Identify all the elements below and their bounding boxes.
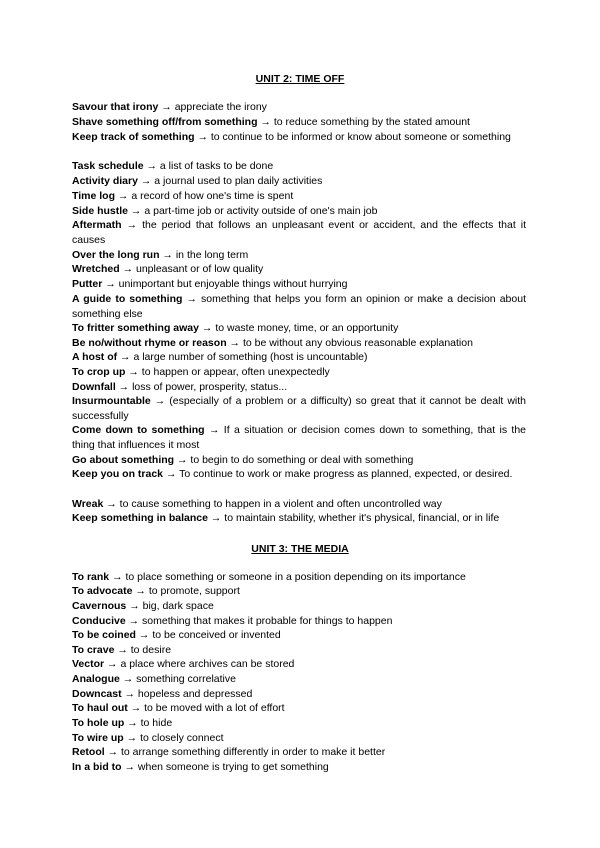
glossary-entry — [72, 731, 526, 746]
glossary-definition: → to desire — [114, 644, 172, 656]
glossary-definition: → to begin to do something or deal with something — [174, 454, 414, 466]
glossary-entry — [72, 657, 526, 672]
glossary-term: Keep track of something — [72, 131, 195, 143]
glossary-entry — [72, 599, 526, 614]
glossary-entry — [72, 292, 526, 321]
glossary-definition: → to maintain stability, whether it's physical, financial, or in life — [207, 512, 500, 524]
glossary-term: To fritter something away — [72, 322, 199, 334]
glossary-definition: → To continue to work or make progress as planned, expected, or desired. — [163, 468, 513, 480]
glossary-term: Insurmountable — [72, 395, 151, 407]
unit-2-heading: UNIT 2: TIME OFF — [255, 73, 345, 85]
glossary-definition: → to waste money, time, or an opportunity — [199, 322, 399, 334]
glossary-entry — [72, 262, 526, 277]
glossary-entry — [72, 687, 526, 702]
glossary-entry — [72, 760, 526, 775]
glossary-definition: → to closely connect — [123, 732, 224, 744]
glossary-term: Over the long run — [72, 249, 160, 261]
glossary-term: Wreak — [72, 498, 104, 510]
glossary-entry — [72, 701, 526, 716]
glossary-term: To crop up — [72, 366, 126, 378]
glossary-definition: → a part-time job or activity outside of one's main job — [128, 205, 378, 217]
glossary-term: To advocate — [72, 585, 133, 597]
glossary-term: A guide to something — [72, 293, 183, 305]
glossary-term: Aftermath — [72, 219, 122, 231]
glossary-entry — [72, 423, 526, 452]
glossary-entry — [72, 321, 526, 336]
glossary-term: Putter — [72, 278, 103, 290]
glossary-definition: → unpleasant or of low quality — [119, 263, 264, 275]
glossary-entry — [72, 745, 526, 760]
glossary-entry — [72, 204, 526, 219]
glossary-term: Downfall — [72, 381, 116, 393]
glossary-definition: → a place where archives can be stored — [104, 658, 295, 670]
glossary-definition: → something that makes it probable for things to happen — [125, 615, 393, 627]
glossary-entry — [72, 497, 526, 512]
glossary-definition: → to place something or someone in a position depending on its importance — [109, 571, 466, 583]
glossary-term: Wretched — [72, 263, 120, 275]
glossary-entry — [72, 716, 526, 731]
glossary-entry — [72, 174, 526, 189]
glossary-entry — [72, 467, 526, 482]
glossary-term: Be no/without rhyme or reason — [72, 337, 227, 349]
glossary-entry — [72, 277, 526, 292]
glossary-term: Cavernous — [72, 600, 127, 612]
unit-3-heading: UNIT 3: THE MEDIA — [251, 543, 349, 555]
glossary-term: Downcast — [72, 688, 122, 700]
glossary-entry — [72, 130, 526, 145]
glossary-definition: → unimportant but enjoyable things without hurrying — [102, 278, 348, 290]
glossary-definition: → to be moved with a lot of effort — [127, 702, 285, 714]
glossary-definition: → when someone is trying to get something — [121, 761, 329, 773]
glossary-term: Analogue — [72, 673, 120, 685]
glossary-definition: → something that helps you form an opinion or make a decision about something else — [72, 293, 526, 320]
glossary-definition: → to promote, support — [132, 585, 240, 597]
glossary-entry — [72, 189, 526, 204]
glossary-entry — [72, 628, 526, 643]
glossary-term: To crave — [72, 644, 115, 656]
glossary-definition: → (especially of a problem or a difficulty) so great that it cannot be dealt with successfully — [72, 395, 526, 422]
glossary-definition: → a record of how one's time is spent — [114, 190, 294, 202]
glossary-entry — [72, 570, 526, 585]
glossary-definition: → appreciate the irony — [158, 101, 267, 113]
glossary-entry — [72, 159, 526, 174]
glossary-term: In a bid to — [72, 761, 122, 773]
glossary-entry — [72, 453, 526, 468]
glossary-definition: → to happen or appear, often unexpectedly — [125, 366, 330, 378]
glossary-entry — [72, 511, 526, 526]
glossary-term: To be coined — [72, 629, 136, 641]
glossary-term: Keep you on track — [72, 468, 164, 480]
glossary-definition: → loss of power, prosperity, status... — [115, 381, 288, 393]
glossary-entry — [72, 218, 526, 247]
glossary-term: Shave something off/from something — [72, 116, 258, 128]
glossary-entry — [72, 394, 526, 423]
glossary-term: Task schedule — [72, 160, 144, 172]
glossary-entry — [72, 336, 526, 351]
glossary-entry — [72, 584, 526, 599]
glossary-term: To wire up — [72, 732, 124, 744]
glossary-term: Keep something in balance — [72, 512, 208, 524]
glossary-definition: → big, dark space — [126, 600, 214, 612]
glossary-term: Time log — [72, 190, 115, 202]
glossary-term: A host of — [72, 351, 118, 363]
glossary-entry — [72, 100, 526, 115]
glossary-definition: → to hide — [124, 717, 173, 729]
glossary-term: Retool — [72, 746, 105, 758]
glossary-term: Savour that irony — [72, 101, 159, 113]
glossary-term: Activity diary — [72, 175, 138, 187]
glossary-entry — [72, 380, 526, 395]
glossary-term: Go about something — [72, 454, 175, 466]
glossary-term: Vector — [72, 658, 105, 670]
glossary-definition: → If a situation or decision comes down to something, that is the thing that influences it most — [72, 424, 527, 451]
glossary-term: Come down to something — [72, 424, 205, 436]
glossary-entry — [72, 614, 526, 629]
glossary-definition: → in the long term — [159, 249, 249, 261]
glossary-definition: → the period that follows an unpleasant event or accident, and the effects that it causes — [72, 219, 526, 246]
glossary-definition: → to reduce something by the stated amount — [257, 116, 470, 128]
glossary-definition: → to cause something to happen in a violent and often uncontrolled way — [103, 498, 442, 510]
glossary-entry — [72, 115, 526, 130]
glossary-entry — [72, 365, 526, 380]
glossary-definition: → a large number of something (host is uncountable) — [117, 351, 368, 363]
glossary-term: To hole up — [72, 717, 125, 729]
glossary-entry — [72, 350, 526, 365]
glossary-entry — [72, 248, 526, 263]
glossary-term: Conducive — [72, 615, 126, 627]
glossary-definition: → something correlative — [119, 673, 236, 685]
glossary-definition: → a list of tasks to be done — [143, 160, 274, 172]
glossary-definition: → a journal used to plan daily activities — [137, 175, 323, 187]
glossary-entry — [72, 672, 526, 687]
glossary-definition: → to arrange something differently in order to make it better — [104, 746, 386, 758]
glossary-term: Side hustle — [72, 205, 129, 217]
glossary-entry — [72, 643, 526, 658]
glossary-definition: → hopeless and depressed — [121, 688, 253, 700]
glossary-definition: → to continue to be informed or know about someone or something — [194, 131, 511, 143]
glossary-term: To rank — [72, 571, 110, 583]
glossary-definition: → to be without any obvious reasonable explanation — [226, 337, 473, 349]
glossary-definition: → to be conceived or invented — [135, 629, 281, 641]
glossary-term: To haul out — [72, 702, 128, 714]
